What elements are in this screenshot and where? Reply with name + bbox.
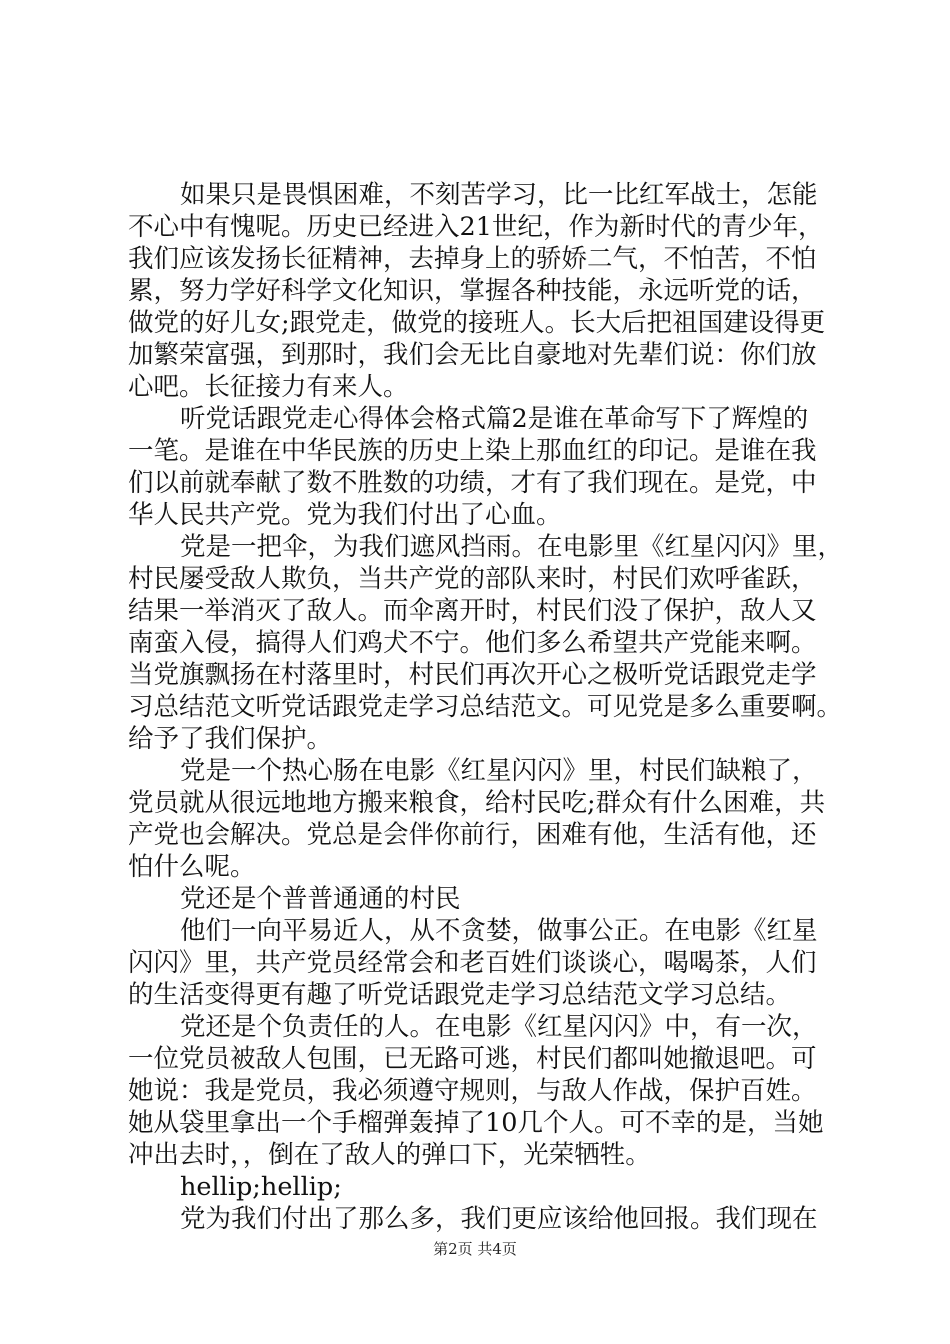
text-line: 怕什么呢。 — [128, 852, 256, 882]
text-line: 华人民共产党。党为我们付出了心血。 — [128, 500, 562, 530]
text-line: 心吧。长征接力有来人。 — [128, 372, 409, 402]
text-line: 听党话跟党走心得体会格式篇2是谁在革命写下了辉煌的 — [180, 404, 809, 434]
text-line: hellip;hellip; — [180, 1172, 342, 1202]
text-line: 党是一把伞，为我们遮风挡雨。在电影里《红星闪闪》里， — [180, 532, 844, 562]
text-line: 们以前就奉献了数不胜数的功绩，才有了我们现在。是党，中 — [128, 468, 817, 498]
text-line: 一笔。是谁在中华民族的历史上染上那血红的印记。是谁在我 — [128, 436, 817, 466]
text-line: 党员就从很远地地方搬来粮食，给村民吃;群众有什么困难，共 — [128, 788, 826, 818]
text-line: 给予了我们保护。 — [128, 724, 333, 754]
text-line: 闪闪》里，共产党员经常会和老百姓们谈谈心，喝喝茶，人们 — [128, 948, 817, 978]
text-line: 南蛮入侵，搞得人们鸡犬不宁。他们多么希望共产党能来啊。 — [128, 628, 817, 658]
text-line: 结果一举消灭了敌人。而伞离开时，村民们没了保护，敌人又 — [128, 596, 817, 626]
text-line: 产党也会解决。党总是会伴你前行，困难有他，生活有他，还 — [128, 820, 817, 850]
text-line: 她从袋里拿出一个手榴弹轰掉了10几个人。可不幸的是，当她 — [128, 1108, 824, 1138]
page-number-footer: 第2页 共4页 — [433, 1240, 517, 1258]
text-line: 党是一个热心肠在电影《红星闪闪》里，村民们缺粮了， — [180, 756, 818, 786]
text-line: 一位党员被敌人包围，已无路可逃，村民们都叫她撤退吧。可 — [128, 1044, 817, 1074]
text-line: 如果只是畏惧困难，不刻苦学习，比一比红军战士，怎能 — [180, 180, 818, 210]
text-line: 累，努力学好科学文化知识，掌握各种技能，永远听党的话， — [128, 276, 817, 306]
text-line: 不心中有愧呢。历史已经进入21世纪，作为新时代的青少年， — [128, 212, 824, 242]
text-line: 村民屡受敌人欺负，当共产党的部队来时，村民们欢呼雀跃， — [128, 564, 817, 594]
text-line: 的生活变得更有趣了听党话跟党走学习总结范文学习总结。 — [128, 980, 792, 1010]
text-line: 他们一向平易近人，从不贪婪，做事公正。在电影《红星 — [180, 916, 818, 946]
text-line: 当党旗飘扬在村落里时，村民们再次开心之极听党话跟党走学 — [128, 660, 817, 690]
text-line: 冲出去时，，倒在了敌人的弹口下，光荣牺牲。 — [128, 1140, 651, 1170]
text-line: 党为我们付出了那么多，我们更应该给他回报。我们现在 — [180, 1204, 818, 1234]
text-line: 习总结范文听党话跟党走学习总结范文。可见党是多么重要啊。 — [128, 692, 843, 722]
text-line: 我们应该发扬长征精神，去掉身上的骄娇二气，不怕苦，不怕 — [128, 244, 817, 274]
text-line: 党还是个普普通通的村民 — [180, 884, 461, 914]
text-line: 她说：我是党员，我必须遵守规则，与敌人作战，保护百姓。 — [128, 1076, 817, 1106]
text-line: 党还是个负责任的人。在电影《红星闪闪》中，有一次， — [180, 1012, 818, 1042]
text-line: 做党的好儿女;跟党走，做党的接班人。长大后把祖国建设得更 — [128, 308, 826, 338]
text-line: 加繁荣富强，到那时，我们会无比自豪地对先辈们说：你们放 — [128, 340, 817, 370]
